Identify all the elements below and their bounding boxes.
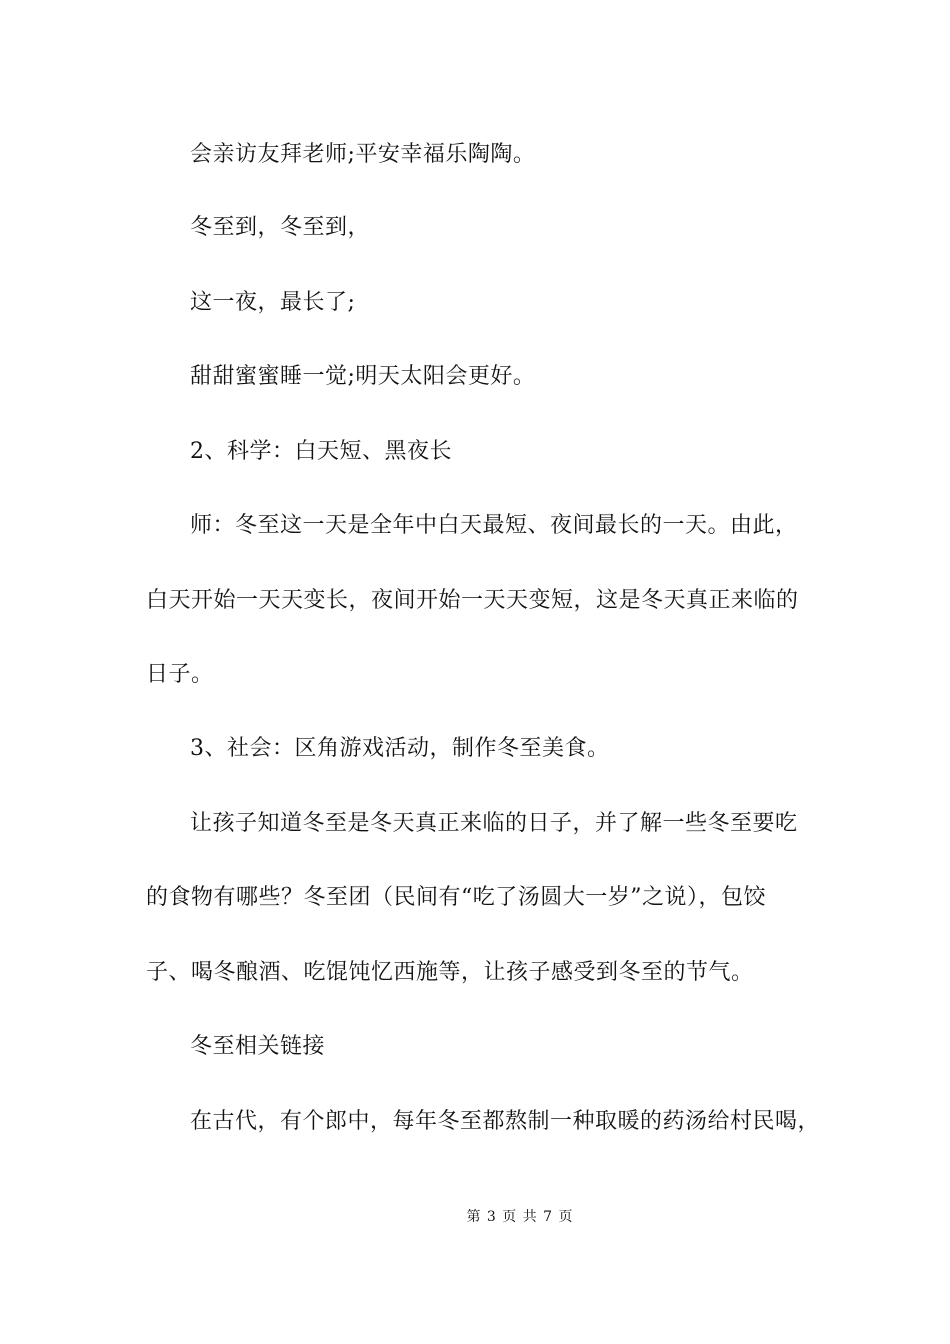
text-line: 冬至到，冬至到， xyxy=(190,215,371,240)
text-line: 的食物有哪些？冬至团（民间有“吃了汤圆大一岁”之说），包饺 xyxy=(146,885,766,910)
text-line: 日子。 xyxy=(146,662,214,687)
text-line: 这一夜，最长了; xyxy=(190,290,356,315)
text-line: 子、喝冬酿酒、吃馄饨忆西施等，让孩子感受到冬至的节气。 xyxy=(146,960,754,985)
text-line: 甜甜蜜蜜睡一觉;明天太阳会更好。 xyxy=(190,364,536,389)
text-line: 让孩子知道冬至是冬天真正来临的日子，并了解一些冬至要吃 xyxy=(190,811,798,836)
page-number: 第 3 页 共 7 页 xyxy=(466,1209,574,1225)
section-heading: 3、社会：区角游戏活动，制作冬至美食。 xyxy=(190,736,610,761)
page-footer xyxy=(0,1208,950,1226)
text-line: 白天开始一天天变长，夜间开始一天天变短，这是冬天真正来临的 xyxy=(146,588,799,613)
text-line: 会亲访友拜老师;平安幸福乐陶陶。 xyxy=(190,142,536,167)
text-line: 师：冬至这一天是全年中白天最短、夜间最长的一天。由此， xyxy=(190,513,798,538)
text-line: 在古代，有个郎中，每年冬至都熬制一种取暖的药汤给村民喝， xyxy=(190,1109,821,1134)
section-heading: 冬至相关链接 xyxy=(190,1034,326,1059)
section-heading: 2、科学：白天短、黑夜长 xyxy=(190,439,452,464)
